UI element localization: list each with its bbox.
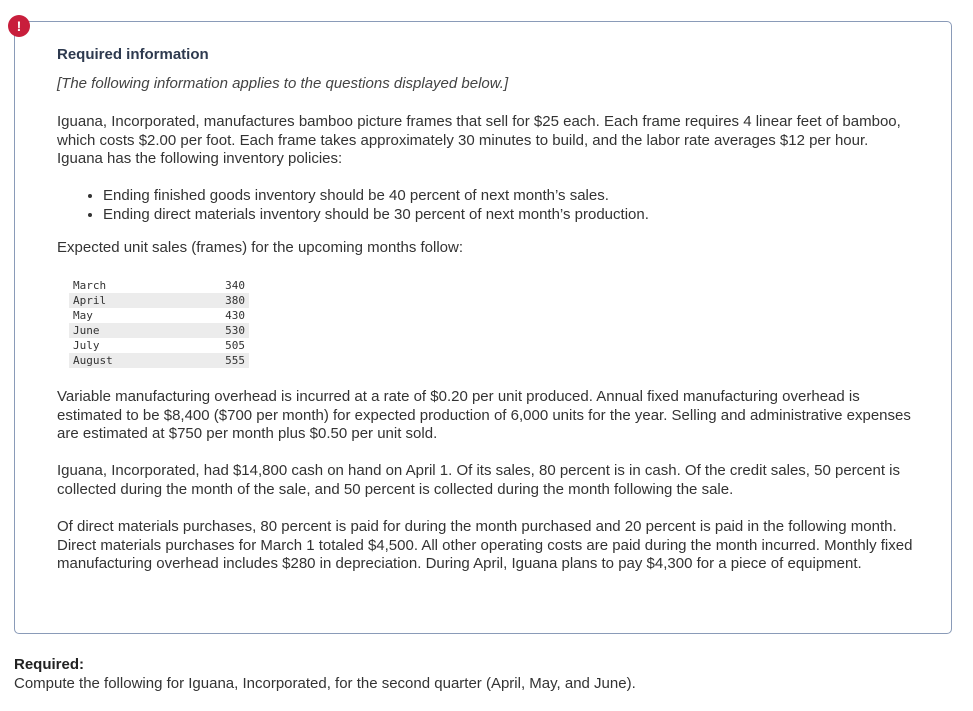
- alert-icon: !: [8, 15, 30, 37]
- inventory-policies-list: [57, 187, 649, 224]
- paragraph-overhead: Variable manufacturing overhead is incurred at a rate of $0.20 per unit produced. Annual fixed manufacturing overhead is estimated to be $8,400 ($700 per month) for expected production of 6,000 units for the year. Selling and administrative expenses are estimated at $750 per month plus $0.50 per unit sold.: [57, 388, 911, 442]
- table-row: [69, 323, 249, 338]
- table-row: [69, 338, 249, 353]
- month-cell: March: [73, 279, 107, 292]
- month-cell: April: [69, 293, 211, 308]
- list-item: • Ending finished goods inventory should be 40 percent of next month’s sales.: [103, 187, 649, 206]
- units-cell: 340: [225, 279, 245, 292]
- paragraph-cash-sales: Iguana, Incorporated, had $14,800 cash on hand on April 1. Of its sales, 80 percent is in cash. Of the credit sales, 50 percent is collected during the month of the sale, and 50 percent is collected during the month following the sale.: [57, 462, 901, 498]
- units-cell: 430: [225, 309, 245, 322]
- table-row: [69, 308, 249, 323]
- card-heading: Required information: [57, 46, 209, 63]
- required-section: [14, 656, 636, 693]
- paragraph-intro: Iguana, Incorporated, manufactures bamboo picture frames that sell for $25 each. Each frame requires 4 linear feet of bamboo, which costs $2.00 per foot. Each frame takes approximately 30 minutes to build, and the labor rate averages $12 per hour. Iguana has the following inventory policies:: [57, 113, 901, 167]
- expected-sales-table: [69, 278, 249, 368]
- required-text: Compute the following for Iguana, Incorporated, for the second quarter (April, May, and June).: [14, 674, 636, 692]
- units-cell: 530: [211, 323, 249, 338]
- month-cell: August: [69, 353, 211, 368]
- paragraph-purchases: Of direct materials purchases, 80 percent is paid for during the month purchased and 20 percent is paid in the following month. Direct materials purchases for March 1 totaled $4,500. All other operating costs are paid during the month incurred. Monthly fixed manufacturing overhead includes $280 in depreciation. During April, Iguana plans to pay $4,300 for a piece of equipment.: [57, 518, 913, 572]
- table-row: [69, 353, 249, 368]
- units-cell: 555: [211, 353, 249, 368]
- month-cell: June: [69, 323, 211, 338]
- units-cell: 505: [225, 339, 245, 352]
- card-subheading: [The following information applies to the questions displayed below.]: [57, 75, 509, 92]
- table-row: [69, 293, 249, 308]
- month-cell: July: [73, 339, 100, 352]
- units-cell: 380: [211, 293, 249, 308]
- list-item: • Ending direct materials inventory should be 30 percent of next month’s production.: [103, 206, 649, 225]
- required-information-card: [14, 21, 952, 634]
- paragraph-expected-sales: Expected unit sales (frames) for the upcoming months follow:: [57, 239, 464, 256]
- month-cell: May: [73, 309, 93, 322]
- table-row: [69, 278, 249, 293]
- required-label: Required:: [14, 656, 85, 673]
